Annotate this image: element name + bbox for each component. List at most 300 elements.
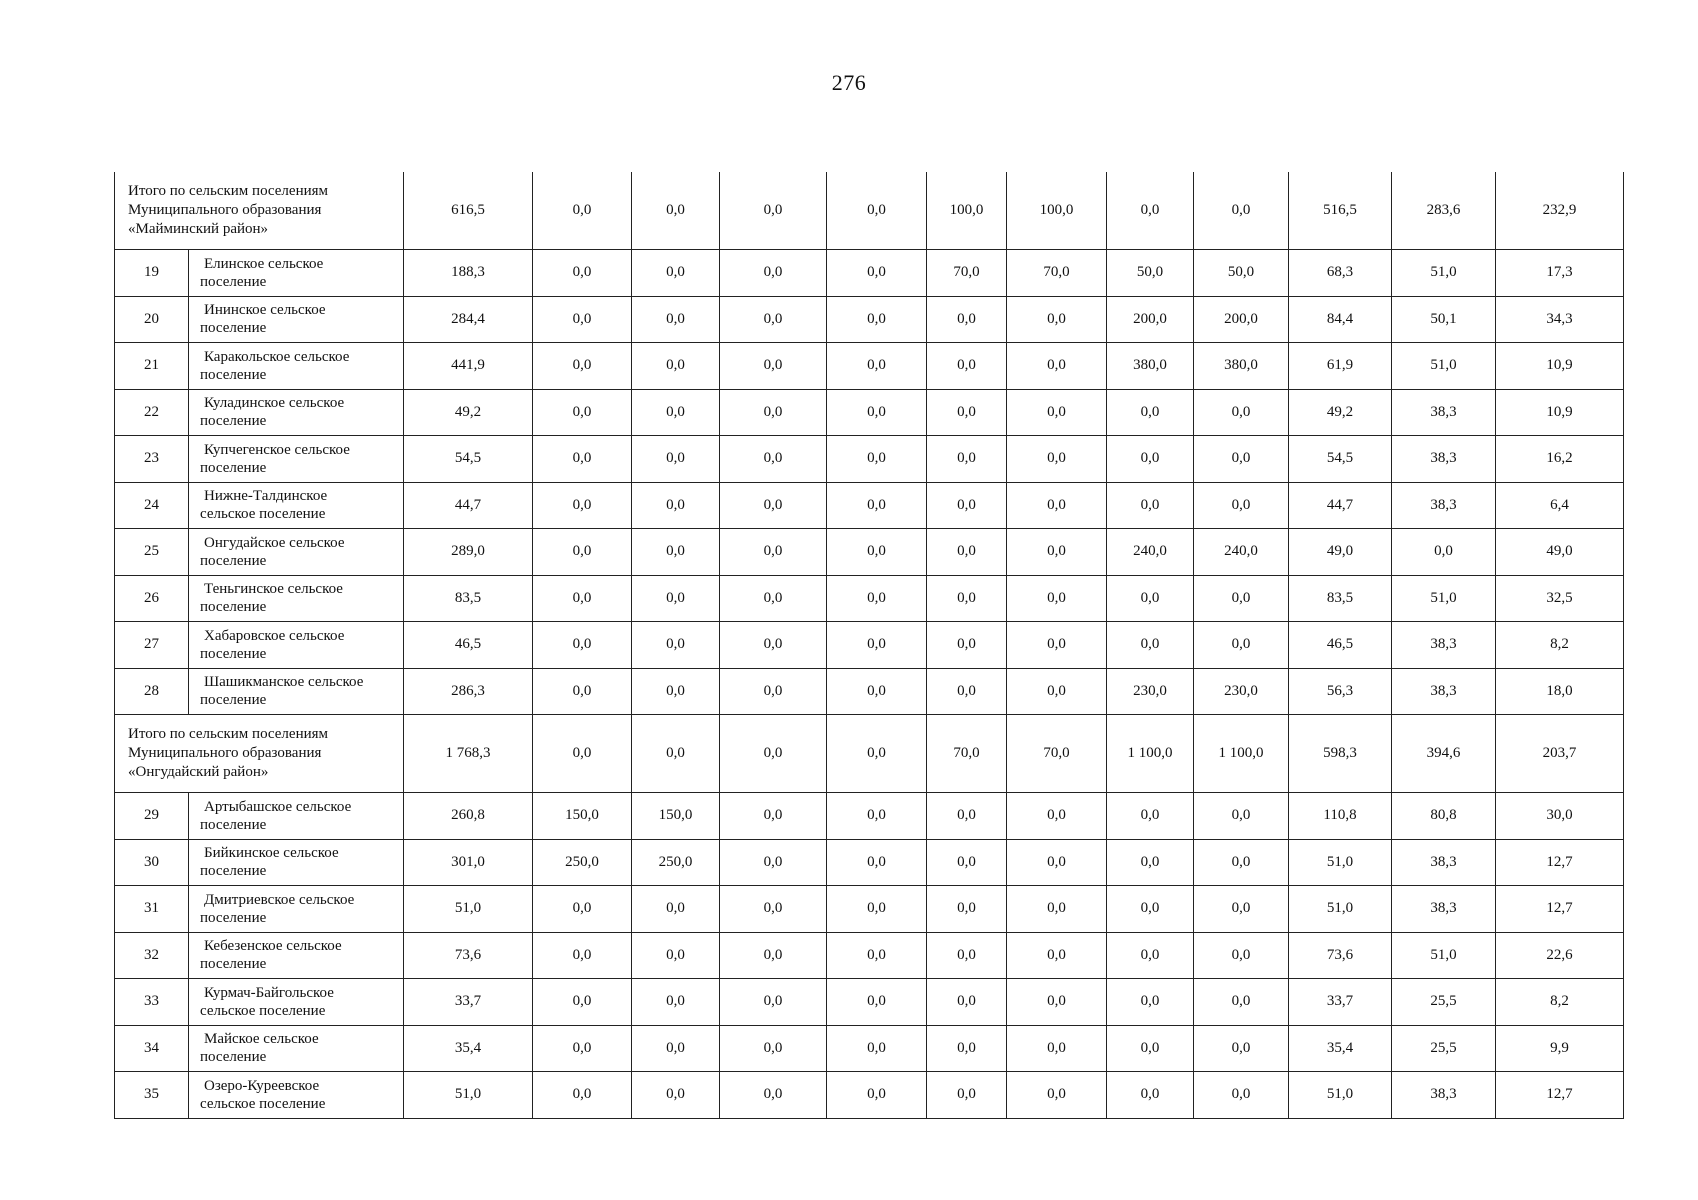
value-cell: 0,0 [927, 343, 1007, 390]
value-cell: 56,3 [1289, 668, 1392, 715]
value-cell: 84,4 [1289, 296, 1392, 343]
value-cell: 0,0 [720, 979, 827, 1026]
value-cell: 50,0 [1107, 250, 1194, 297]
value-cell: 240,0 [1194, 529, 1289, 576]
value-cell: 0,0 [1107, 979, 1194, 1026]
value-cell: 0,0 [632, 979, 720, 1026]
value-cell: 0,0 [632, 575, 720, 622]
row-number: 32 [115, 932, 189, 979]
settlement-name-line: сельское поселение [200, 1002, 326, 1019]
value-cell: 0,0 [927, 886, 1007, 933]
value-cell: 0,0 [827, 886, 927, 933]
value-cell: 0,0 [720, 1025, 827, 1072]
value-cell: 250,0 [533, 839, 632, 886]
value-cell: 0,0 [1007, 979, 1107, 1026]
table-row [115, 343, 1624, 390]
value-cell: 0,0 [720, 715, 827, 793]
value-cell: 0,0 [720, 793, 827, 840]
settlement-name [189, 839, 404, 886]
value-cell: 25,5 [1392, 1025, 1496, 1072]
total-row [115, 172, 1624, 250]
table-row [115, 250, 1624, 297]
settlement-name-line: поселение [200, 273, 267, 290]
value-cell: 38,3 [1392, 622, 1496, 669]
value-cell: 51,0 [404, 1072, 533, 1119]
value-cell: 200,0 [1194, 296, 1289, 343]
value-cell: 0,0 [720, 668, 827, 715]
settlement-name-line: Шашикманское сельское [204, 674, 364, 691]
value-cell: 203,7 [1496, 715, 1624, 793]
value-cell: 33,7 [404, 979, 533, 1026]
value-cell: 0,0 [1194, 482, 1289, 529]
value-cell: 394,6 [1392, 715, 1496, 793]
total-label-line: Итого по сельским поселениям [128, 726, 329, 742]
value-cell: 0,0 [827, 296, 927, 343]
value-cell: 8,2 [1496, 622, 1624, 669]
value-cell: 0,0 [927, 296, 1007, 343]
value-cell: 0,0 [827, 932, 927, 979]
value-cell: 0,0 [827, 839, 927, 886]
value-cell: 51,0 [1289, 1072, 1392, 1119]
table-row [115, 932, 1624, 979]
total-label-line: Муниципального образования [128, 202, 322, 218]
settlement-name-line: Теньгинское сельское [204, 581, 343, 598]
settlement-name-line: Ининское сельское [204, 302, 326, 319]
value-cell: 0,0 [1107, 1072, 1194, 1119]
value-cell: 0,0 [1007, 839, 1107, 886]
value-cell: 0,0 [1392, 529, 1496, 576]
settlement-name-line: поселение [200, 459, 267, 476]
value-cell: 100,0 [1007, 172, 1107, 250]
value-cell: 0,0 [632, 1072, 720, 1119]
settlement-name-line: Майское сельское [204, 1031, 319, 1048]
value-cell: 0,0 [1194, 389, 1289, 436]
settlement-name-line: Озеро-Куреевское [204, 1077, 320, 1094]
settlement-name [189, 343, 404, 390]
value-cell: 0,0 [720, 529, 827, 576]
table-row [115, 839, 1624, 886]
table-row [115, 1072, 1624, 1119]
value-cell: 0,0 [1107, 436, 1194, 483]
value-cell: 0,0 [1194, 886, 1289, 933]
row-number: 20 [115, 296, 189, 343]
value-cell: 0,0 [533, 932, 632, 979]
value-cell: 0,0 [927, 839, 1007, 886]
value-cell: 61,9 [1289, 343, 1392, 390]
settlement-name-line: поселение [200, 413, 267, 430]
value-cell: 0,0 [1107, 172, 1194, 250]
value-cell: 0,0 [827, 172, 927, 250]
value-cell: 6,4 [1496, 482, 1624, 529]
value-cell: 0,0 [827, 715, 927, 793]
table-row [115, 668, 1624, 715]
row-number: 25 [115, 529, 189, 576]
settlement-name [189, 250, 404, 297]
value-cell: 0,0 [1194, 793, 1289, 840]
value-cell: 0,0 [632, 436, 720, 483]
value-cell: 73,6 [404, 932, 533, 979]
value-cell: 0,0 [533, 715, 632, 793]
value-cell: 38,3 [1392, 436, 1496, 483]
value-cell: 0,0 [827, 343, 927, 390]
value-cell: 83,5 [1289, 575, 1392, 622]
row-number: 22 [115, 389, 189, 436]
settlement-name-line: поселение [200, 320, 267, 337]
value-cell: 0,0 [533, 886, 632, 933]
value-cell: 284,4 [404, 296, 533, 343]
value-cell: 25,5 [1392, 979, 1496, 1026]
value-cell: 46,5 [1289, 622, 1392, 669]
value-cell: 0,0 [632, 250, 720, 297]
value-cell: 0,0 [1194, 622, 1289, 669]
value-cell: 0,0 [1107, 839, 1194, 886]
settlement-name [189, 979, 404, 1026]
settlement-name-line: Онгудайское сельское [204, 534, 345, 551]
value-cell: 0,0 [1007, 436, 1107, 483]
table-row [115, 886, 1624, 933]
table-row [115, 979, 1624, 1026]
settlement-name-line: Нижне-Талдинское [204, 488, 328, 505]
row-number: 35 [115, 1072, 189, 1119]
settlement-name-line: поселение [200, 909, 267, 926]
settlement-name-line: поселение [200, 816, 267, 833]
value-cell: 17,3 [1496, 250, 1624, 297]
value-cell: 0,0 [927, 482, 1007, 529]
value-cell: 30,0 [1496, 793, 1624, 840]
value-cell: 22,6 [1496, 932, 1624, 979]
settlement-name-line: поселение [200, 956, 267, 973]
value-cell: 0,0 [720, 1072, 827, 1119]
value-cell: 283,6 [1392, 172, 1496, 250]
value-cell: 0,0 [720, 575, 827, 622]
settlement-name [189, 575, 404, 622]
value-cell: 260,8 [404, 793, 533, 840]
value-cell: 0,0 [533, 1025, 632, 1072]
value-cell: 0,0 [827, 482, 927, 529]
value-cell: 441,9 [404, 343, 533, 390]
table-row [115, 389, 1624, 436]
table-row [115, 436, 1624, 483]
value-cell: 51,0 [1392, 575, 1496, 622]
value-cell: 0,0 [1007, 482, 1107, 529]
value-cell: 0,0 [927, 575, 1007, 622]
value-cell: 68,3 [1289, 250, 1392, 297]
value-cell: 0,0 [632, 932, 720, 979]
value-cell: 100,0 [927, 172, 1007, 250]
value-cell: 54,5 [404, 436, 533, 483]
settlement-name [189, 529, 404, 576]
value-cell: 16,2 [1496, 436, 1624, 483]
value-cell: 51,0 [1289, 839, 1392, 886]
value-cell: 44,7 [1289, 482, 1392, 529]
value-cell: 0,0 [632, 668, 720, 715]
value-cell: 0,0 [827, 389, 927, 436]
value-cell: 54,5 [1289, 436, 1392, 483]
value-cell: 0,0 [927, 529, 1007, 576]
value-cell: 0,0 [632, 389, 720, 436]
value-cell: 0,0 [632, 886, 720, 933]
value-cell: 0,0 [927, 932, 1007, 979]
value-cell: 0,0 [1007, 343, 1107, 390]
value-cell: 0,0 [533, 296, 632, 343]
value-cell: 0,0 [827, 1072, 927, 1119]
value-cell: 250,0 [632, 839, 720, 886]
settlement-name-line: сельское поселение [200, 1095, 326, 1112]
value-cell: 0,0 [1107, 482, 1194, 529]
value-cell: 200,0 [1107, 296, 1194, 343]
value-cell: 33,7 [1289, 979, 1392, 1026]
table-row [115, 793, 1624, 840]
page-number: 276 [831, 70, 867, 95]
value-cell: 0,0 [533, 343, 632, 390]
total-label-line: «Майминский район» [128, 221, 269, 237]
settlement-name [189, 1025, 404, 1072]
row-number: 34 [115, 1025, 189, 1072]
value-cell: 0,0 [1007, 1072, 1107, 1119]
value-cell: 0,0 [533, 250, 632, 297]
value-cell: 289,0 [404, 529, 533, 576]
value-cell: 0,0 [927, 1025, 1007, 1072]
value-cell: 0,0 [1194, 436, 1289, 483]
value-cell: 0,0 [533, 575, 632, 622]
value-cell: 51,0 [1392, 932, 1496, 979]
settlement-name-line: поселение [200, 366, 267, 383]
value-cell: 0,0 [1007, 622, 1107, 669]
value-cell: 9,9 [1496, 1025, 1624, 1072]
settlement-name-line: поселение [200, 599, 267, 616]
value-cell: 38,3 [1392, 668, 1496, 715]
value-cell: 0,0 [720, 250, 827, 297]
settlement-name-line: Дмитриевское сельское [204, 891, 355, 908]
value-cell: 12,7 [1496, 839, 1624, 886]
value-cell: 32,5 [1496, 575, 1624, 622]
value-cell: 49,2 [404, 389, 533, 436]
value-cell: 49,2 [1289, 389, 1392, 436]
table-row [115, 296, 1624, 343]
value-cell: 51,0 [1392, 250, 1496, 297]
value-cell: 34,3 [1496, 296, 1624, 343]
row-number: 30 [115, 839, 189, 886]
value-cell: 188,3 [404, 250, 533, 297]
value-cell: 150,0 [632, 793, 720, 840]
value-cell: 0,0 [927, 389, 1007, 436]
value-cell: 0,0 [1107, 793, 1194, 840]
value-cell: 0,0 [827, 436, 927, 483]
value-cell: 70,0 [927, 715, 1007, 793]
row-number: 33 [115, 979, 189, 1026]
settlement-name-line: сельское поселение [200, 506, 326, 523]
value-cell: 230,0 [1194, 668, 1289, 715]
value-cell: 18,0 [1496, 668, 1624, 715]
value-cell: 0,0 [720, 622, 827, 669]
value-cell: 0,0 [1007, 296, 1107, 343]
value-cell: 150,0 [533, 793, 632, 840]
value-cell: 38,3 [1392, 1072, 1496, 1119]
value-cell: 44,7 [404, 482, 533, 529]
value-cell: 0,0 [1107, 622, 1194, 669]
value-cell: 0,0 [632, 1025, 720, 1072]
value-cell: 0,0 [632, 529, 720, 576]
value-cell: 0,0 [533, 172, 632, 250]
total-label [115, 172, 404, 250]
budget-table [114, 172, 1624, 1119]
settlement-name [189, 793, 404, 840]
settlement-name [189, 482, 404, 529]
value-cell: 8,2 [1496, 979, 1624, 1026]
settlement-name-line: Куладинское сельское [204, 395, 345, 412]
settlement-name-line: Купчегенское сельское [204, 441, 350, 458]
value-cell: 0,0 [720, 343, 827, 390]
value-cell: 10,9 [1496, 389, 1624, 436]
value-cell: 0,0 [533, 979, 632, 1026]
value-cell: 0,0 [827, 529, 927, 576]
settlement-name [189, 886, 404, 933]
value-cell: 0,0 [533, 436, 632, 483]
row-number: 31 [115, 886, 189, 933]
value-cell: 1 100,0 [1194, 715, 1289, 793]
value-cell: 0,0 [1007, 793, 1107, 840]
value-cell: 110,8 [1289, 793, 1392, 840]
value-cell: 0,0 [533, 1072, 632, 1119]
value-cell: 0,0 [1007, 932, 1107, 979]
settlement-name-line: поселение [200, 692, 267, 709]
total-label [115, 715, 404, 793]
value-cell: 516,5 [1289, 172, 1392, 250]
value-cell: 38,3 [1392, 389, 1496, 436]
row-number: 29 [115, 793, 189, 840]
value-cell: 232,9 [1496, 172, 1624, 250]
value-cell: 0,0 [927, 979, 1007, 1026]
table-row [115, 622, 1624, 669]
row-number: 28 [115, 668, 189, 715]
value-cell: 46,5 [404, 622, 533, 669]
value-cell: 0,0 [827, 668, 927, 715]
settlement-name [189, 622, 404, 669]
value-cell: 0,0 [1194, 575, 1289, 622]
value-cell: 0,0 [1107, 1025, 1194, 1072]
settlement-name-line: Курмач-Байгольское [204, 984, 334, 1001]
value-cell: 70,0 [927, 250, 1007, 297]
value-cell: 0,0 [827, 622, 927, 669]
settlement-name-line: Артыбашское сельское [204, 798, 352, 815]
value-cell: 0,0 [720, 436, 827, 483]
value-cell: 0,0 [1194, 172, 1289, 250]
value-cell: 0,0 [720, 296, 827, 343]
value-cell: 0,0 [1007, 389, 1107, 436]
value-cell: 286,3 [404, 668, 533, 715]
value-cell: 0,0 [927, 622, 1007, 669]
settlement-name [189, 1072, 404, 1119]
value-cell: 0,0 [1194, 932, 1289, 979]
row-number: 23 [115, 436, 189, 483]
value-cell: 80,8 [1392, 793, 1496, 840]
settlement-name [189, 389, 404, 436]
value-cell: 35,4 [404, 1025, 533, 1072]
settlement-name-line: поселение [200, 863, 267, 880]
value-cell: 0,0 [720, 932, 827, 979]
total-label-line: «Онгудайский район» [128, 764, 269, 780]
value-cell: 49,0 [1289, 529, 1392, 576]
row-number: 27 [115, 622, 189, 669]
settlement-name-line: Хабаровское сельское [204, 627, 345, 644]
table-body [115, 172, 1624, 1118]
settlement-name-line: поселение [200, 1049, 267, 1066]
value-cell: 0,0 [1007, 575, 1107, 622]
value-cell: 49,0 [1496, 529, 1624, 576]
value-cell: 35,4 [1289, 1025, 1392, 1072]
value-cell: 70,0 [1007, 715, 1107, 793]
value-cell: 38,3 [1392, 886, 1496, 933]
value-cell: 598,3 [1289, 715, 1392, 793]
table-row [115, 1025, 1624, 1072]
value-cell: 0,0 [927, 793, 1007, 840]
value-cell: 0,0 [720, 839, 827, 886]
value-cell: 1 100,0 [1107, 715, 1194, 793]
value-cell: 301,0 [404, 839, 533, 886]
settlement-name-line: Бийкинское сельское [204, 845, 339, 862]
value-cell: 1 768,3 [404, 715, 533, 793]
value-cell: 0,0 [1007, 1025, 1107, 1072]
value-cell: 0,0 [1107, 886, 1194, 933]
row-number: 19 [115, 250, 189, 297]
value-cell: 0,0 [1007, 529, 1107, 576]
table-row [115, 529, 1624, 576]
value-cell: 0,0 [1194, 1025, 1289, 1072]
value-cell: 616,5 [404, 172, 533, 250]
value-cell: 51,0 [1392, 343, 1496, 390]
value-cell: 0,0 [927, 1072, 1007, 1119]
settlement-name [189, 296, 404, 343]
value-cell: 0,0 [1007, 668, 1107, 715]
value-cell: 0,0 [632, 482, 720, 529]
value-cell: 0,0 [927, 436, 1007, 483]
settlement-name [189, 436, 404, 483]
value-cell: 0,0 [533, 482, 632, 529]
value-cell: 12,7 [1496, 1072, 1624, 1119]
value-cell: 0,0 [533, 529, 632, 576]
value-cell: 0,0 [632, 715, 720, 793]
value-cell: 0,0 [827, 575, 927, 622]
value-cell: 10,9 [1496, 343, 1624, 390]
value-cell: 0,0 [720, 389, 827, 436]
value-cell: 0,0 [1007, 886, 1107, 933]
value-cell: 38,3 [1392, 839, 1496, 886]
value-cell: 380,0 [1107, 343, 1194, 390]
value-cell: 0,0 [827, 1025, 927, 1072]
value-cell: 0,0 [720, 886, 827, 933]
value-cell: 0,0 [1107, 932, 1194, 979]
value-cell: 240,0 [1107, 529, 1194, 576]
total-label-line: Муниципального образования [128, 745, 322, 761]
value-cell: 12,7 [1496, 886, 1624, 933]
total-label-line: Итого по сельским поселениям [128, 183, 329, 199]
value-cell: 230,0 [1107, 668, 1194, 715]
value-cell: 0,0 [1194, 839, 1289, 886]
value-cell: 50,0 [1194, 250, 1289, 297]
value-cell: 0,0 [720, 172, 827, 250]
value-cell: 0,0 [632, 343, 720, 390]
value-cell: 0,0 [1194, 1072, 1289, 1119]
value-cell: 70,0 [1007, 250, 1107, 297]
value-cell: 0,0 [927, 668, 1007, 715]
value-cell: 83,5 [404, 575, 533, 622]
table-row [115, 482, 1624, 529]
value-cell: 0,0 [533, 622, 632, 669]
total-row [115, 715, 1624, 793]
row-number: 24 [115, 482, 189, 529]
table-row [115, 575, 1624, 622]
settlement-name-line: Кебезенское сельское [204, 938, 342, 955]
